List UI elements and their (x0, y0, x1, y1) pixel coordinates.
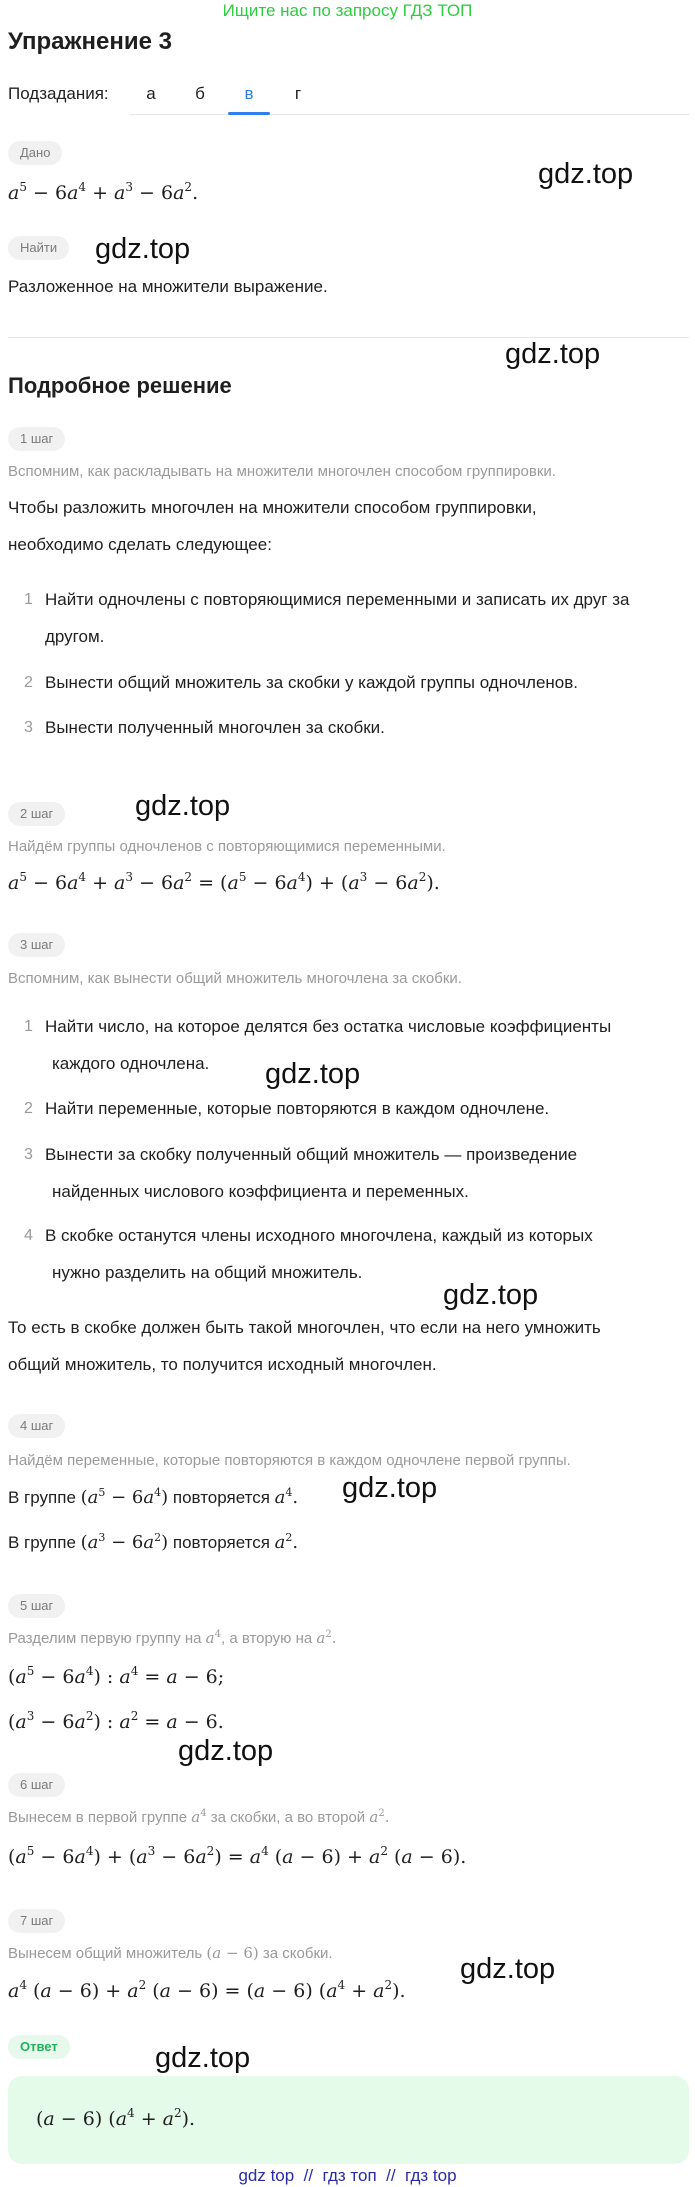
step7-equation: $a^4$ $(a - 6) + a^2$ (a − 6) = (a − 6) $(a^4 + a^2)$. (8, 1978, 406, 2002)
step4-g2-pre: В группе (8, 1533, 76, 1552)
step5-eq1: $(a^5 - 6a^4)$ : $a^4 = a - 6$; (8, 1664, 225, 1688)
watermark: gdz.top (443, 1279, 539, 1311)
step3-item4-text-cont: нужно разделить на общий множитель. (52, 1263, 363, 1282)
given-chip: Дано (8, 141, 62, 165)
given-expression: $a^5 - 6a^4 + a^3 - 6a^2$. (8, 180, 199, 204)
step4-group1: В группе $(a^5 - 6a^4)$ повторяется $a^4$. (8, 1486, 299, 1508)
step7-chip: 7 шаг (8, 1909, 65, 1933)
step3-item4-text: В скобке останутся члены исходного многочлена, каждый из которых (45, 1226, 593, 1245)
step4-hint: Найдём переменные, которые повторяются в каждом одночлене первой группы. (8, 1452, 571, 1469)
step7-hint-pre: Вынесем общий множитель (8, 1945, 203, 1962)
tab-b[interactable]: б (195, 84, 205, 103)
step1-item3-num: 3 (24, 719, 33, 736)
step2-hint: Найдём группы одночленов с повторяющимися переменными. (8, 838, 446, 855)
step1-item2-num: 2 (24, 674, 33, 691)
step3-item3-num: 3 (24, 1146, 33, 1163)
step4-g2-post: повторяется (172, 1533, 270, 1552)
step5-hint: Разделим первую группу на $a^4$, а вторую на $a^2$. (8, 1629, 337, 1647)
step1-item1-text-cont: другом. (45, 627, 105, 646)
step3-item2-text: Найти переменные, которые повторяются в каждом одночлене. (45, 1099, 550, 1118)
step3-item1-text-cont: каждого одночлена. (52, 1054, 210, 1073)
step1-item2-text: Вынести общий множитель за скобки у каждой группы одночленов. (45, 673, 579, 692)
page-title: Упражнение 3 (8, 28, 172, 55)
watermark: gdz.top (342, 1472, 438, 1504)
step3-item3-text: Вынести за скобку полученный общий множитель — произведение (45, 1145, 578, 1164)
step6-hint-pre: Вынесем в первой группе (8, 1809, 188, 1826)
find-chip: Найти (8, 236, 69, 260)
watermark: gdz.top (95, 233, 191, 265)
step1-chip: 1 шаг (8, 427, 65, 451)
step6-equation: $(a^5 - 6a^4) + (a^3 - 6a^2) = a^4$ $(a - 6) + a^2$ (a − 6). (8, 1844, 467, 1868)
step1-item1-num: 1 (24, 591, 33, 608)
step1-line2: необходимо сделать следующее: (8, 535, 272, 554)
step5-chip: 5 шаг (8, 1594, 65, 1618)
step6-hint: Вынесем в первой группе $a^4$ за скобки, а во второй $a^2$. (8, 1808, 390, 1826)
step4-g1-pre: В группе (8, 1488, 76, 1507)
step1-item1-text: Найти одночлены с повторяющимися переменными и записать их друг за (45, 590, 630, 609)
step3-item4-num: 4 (24, 1227, 33, 1244)
watermark: gdz.top (538, 158, 634, 190)
step7-hint: Вынесем общий множитель (a − 6) за скобки. (8, 1944, 333, 1962)
subtasks-label: Подзадания: (8, 84, 109, 103)
active-tab-underline (228, 112, 270, 115)
find-text: Разложенное на множители выражение. (8, 277, 328, 296)
tab-g[interactable]: г (294, 84, 302, 103)
step4-chip: 4 шаг (8, 1414, 65, 1438)
step6-hint-mid: за скобки, а во второй (210, 1809, 366, 1826)
step1-hint: Вспомним, как раскладывать на множители многочлен способом группировки. (8, 463, 556, 480)
footer-links[interactable]: gdz top // гдз топ // гдз top (238, 2166, 457, 2185)
step2-equation: $a^5 - 6a^4 + a^3 - 6a^2 = (a^5 - 6a^4) + (a^3 - 6a^2)$. (8, 870, 440, 894)
step3-item3-text-cont: найденных числового коэффициента и переменных. (52, 1182, 469, 1201)
step2-chip: 2 шаг (8, 802, 65, 826)
step3-item1-text: Найти число, на которое делятся без остатка числовые коэффициенты (45, 1017, 612, 1036)
step3-item1-num: 1 (24, 1018, 33, 1035)
top-banner: Ищите нас по запросу ГДЗ ТОП (222, 1, 473, 20)
step7-hint-post: за скобки. (262, 1945, 333, 1962)
step6-chip: 6 шаг (8, 1773, 65, 1797)
step5-hint-pre: Разделим первую группу на (8, 1630, 202, 1647)
step5-hint-mid: , а вторую на (220, 1630, 313, 1647)
watermark: gdz.top (178, 1735, 274, 1767)
watermark: gdz.top (505, 338, 601, 370)
tab-v[interactable]: в (244, 84, 254, 103)
step3-chip: 3 шаг (8, 933, 65, 957)
step3-after2: общий множитель, то получится исходный многочлен. (8, 1355, 437, 1374)
watermark: gdz.top (460, 1953, 556, 1985)
answer-chip: Ответ (8, 2035, 70, 2059)
tabs-divider (130, 114, 689, 115)
step3-hint: Вспомним, как вынести общий множитель многочлена за скобки. (8, 970, 462, 987)
step3-after1: То есть в скобке должен быть такой многочлен, что если на него умножить (8, 1318, 601, 1337)
step4-g1-post: повторяется (172, 1488, 270, 1507)
watermark: gdz.top (265, 1058, 361, 1090)
step1-line1: Чтобы разложить многочлен на множители способом группировки, (8, 498, 537, 517)
watermark: gdz.top (155, 2042, 251, 2074)
step5-eq2: $(a^3 - 6a^2)$ : $a^2 = a - 6$. (8, 1709, 224, 1733)
step3-item2-num: 2 (24, 1100, 33, 1117)
step4-group2: В группе $(a^3 - 6a^2)$ повторяется $a^2$. (8, 1531, 299, 1553)
tab-a[interactable]: а (146, 84, 156, 103)
solution-title: Подробное решение (8, 373, 232, 398)
watermark: gdz.top (135, 790, 231, 822)
answer-expression: (a − 6) $(a^4 + a^2)$. (36, 2106, 196, 2130)
step1-item3-text: Вынести полученный многочлен за скобки. (45, 718, 385, 737)
